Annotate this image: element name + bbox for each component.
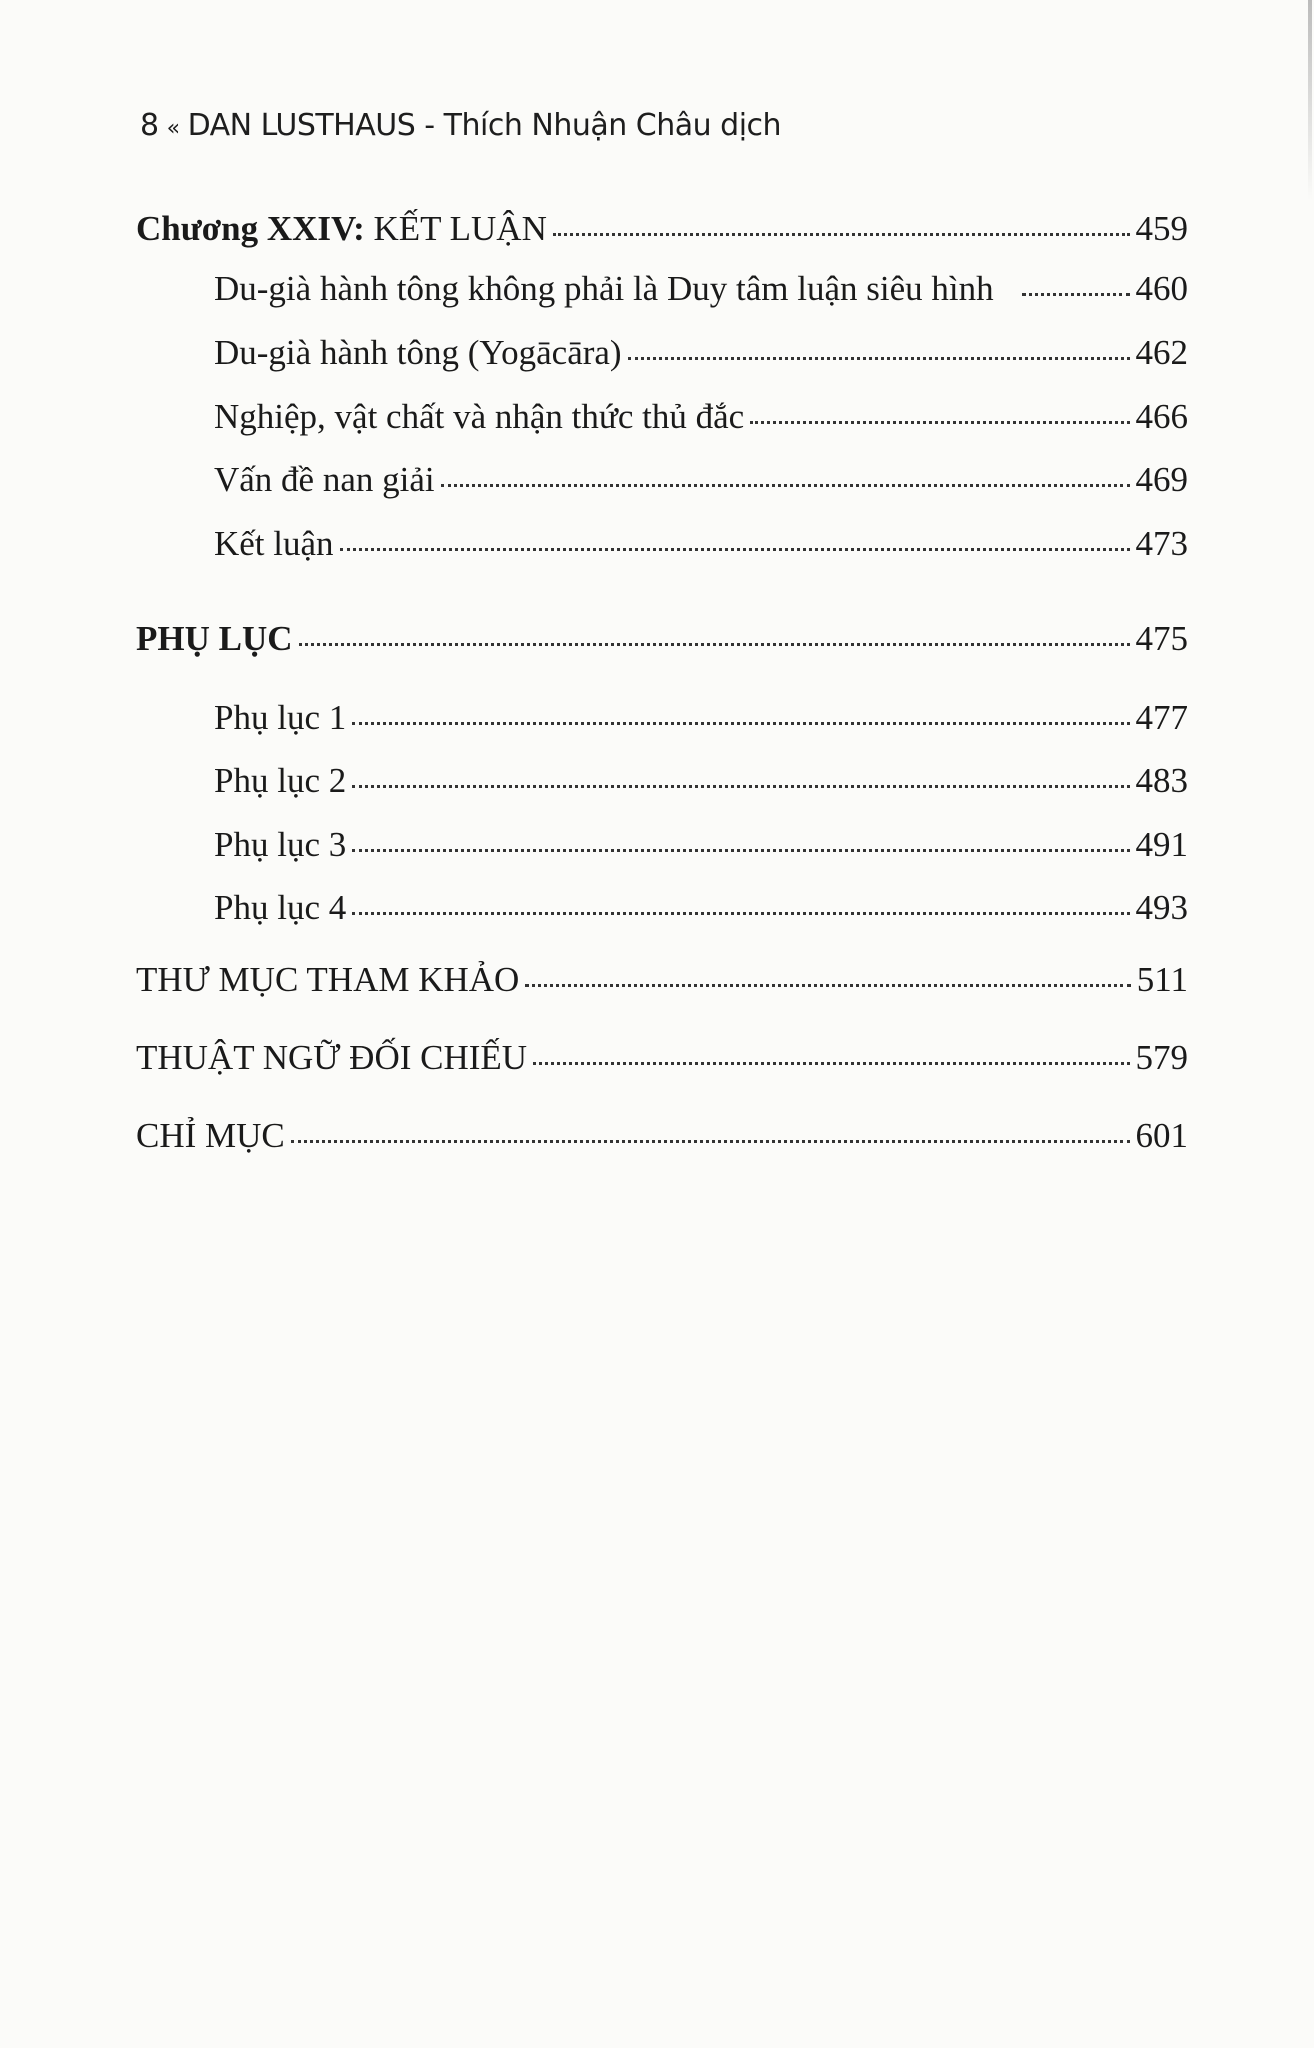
toc-entry-title: CHỈ MỤC (136, 1116, 285, 1155)
toc-appendix-section-entry[interactable] (214, 697, 1188, 739)
toc-back-matter-entry[interactable] (136, 959, 1188, 1001)
toc-entry-title (136, 208, 547, 250)
dot-leader (1022, 293, 1130, 296)
toc-entry-title: Phụ lục 3 (214, 825, 347, 864)
dot-leader (525, 984, 1130, 987)
dot-leader (352, 912, 1129, 915)
toc-page-number: 491 (1135, 825, 1188, 864)
header-text: DAN LUSTHAUS - Thích Nhuận Châu dịch (187, 108, 782, 143)
toc-page-number: 473 (1135, 524, 1188, 563)
toc-entry-title: Nghiệp, vật chất và nhận thức thủ đắc (214, 397, 745, 436)
toc-appendix-section-entry[interactable] (214, 760, 1188, 802)
toc-page-number: 466 (1135, 397, 1188, 436)
toc-page-number: 601 (1135, 1116, 1188, 1155)
toc-chapter-entry[interactable] (136, 208, 1188, 250)
toc-section-entry[interactable] (214, 396, 1188, 438)
toc-page-number: 459 (1135, 209, 1188, 248)
toc-entry-title: THUẬT NGỮ ĐỐI CHIẾU (136, 1038, 528, 1077)
toc-entry-title: Phụ lục 1 (214, 698, 347, 737)
dot-leader (352, 785, 1129, 788)
toc-page-number: 579 (1135, 1038, 1188, 1077)
toc-entry-title: Vấn đề nan giải (214, 460, 435, 499)
header-page-number: 8 (140, 108, 159, 143)
toc-section-entry[interactable] (214, 268, 1188, 310)
toc-back-matter-entry[interactable] (136, 1037, 1188, 1079)
dot-leader (340, 548, 1130, 551)
toc-entry-title: Phụ lục 4 (214, 888, 347, 927)
toc-entry-title: Phụ lục 2 (214, 761, 347, 800)
dot-leader (553, 233, 1130, 236)
toc-entry-title: Kết luận (214, 524, 334, 563)
toc-page-number: 477 (1135, 698, 1188, 737)
dot-leader (291, 1140, 1130, 1143)
toc-page-number: 469 (1135, 460, 1188, 499)
toc-page-number: 462 (1135, 333, 1188, 372)
page-edge-shadow (1308, 0, 1312, 200)
toc-page-number: 460 (1135, 269, 1188, 308)
toc-entry-title: Du-già hành tông không phải là Duy tâm luận siêu hình (214, 269, 994, 308)
toc-section-entry[interactable] (214, 332, 1188, 374)
toc-section-entry[interactable] (214, 459, 1188, 501)
toc-appendix-entry[interactable] (136, 618, 1188, 660)
toc-entry-title: Du-già hành tông (Yogācāra) (214, 333, 622, 372)
dot-leader (533, 1062, 1129, 1065)
toc-page-number: 511 (1136, 960, 1188, 999)
toc-back-matter-entry[interactable] (136, 1115, 1188, 1157)
dot-leader (441, 484, 1130, 487)
running-header (140, 108, 781, 143)
chapter-title: KẾT LUẬN (373, 209, 547, 248)
header-separator: « (166, 116, 180, 141)
dot-leader (750, 421, 1129, 424)
chapter-label: Chương XXIV: (136, 209, 365, 248)
dot-leader (352, 722, 1129, 725)
toc-section-entry[interactable] (214, 523, 1188, 565)
toc-appendix-section-entry[interactable] (214, 824, 1188, 866)
toc-page-number: 493 (1135, 888, 1188, 927)
toc-entry-title: PHỤ LỤC (136, 619, 293, 658)
dot-leader (628, 357, 1130, 360)
dot-leader (299, 643, 1130, 646)
toc-entry-title: THƯ MỤC THAM KHẢO (136, 960, 520, 999)
toc-appendix-section-entry[interactable] (214, 887, 1188, 929)
toc-page-number: 475 (1135, 619, 1188, 658)
dot-leader (352, 849, 1129, 852)
toc-page-number: 483 (1135, 761, 1188, 800)
